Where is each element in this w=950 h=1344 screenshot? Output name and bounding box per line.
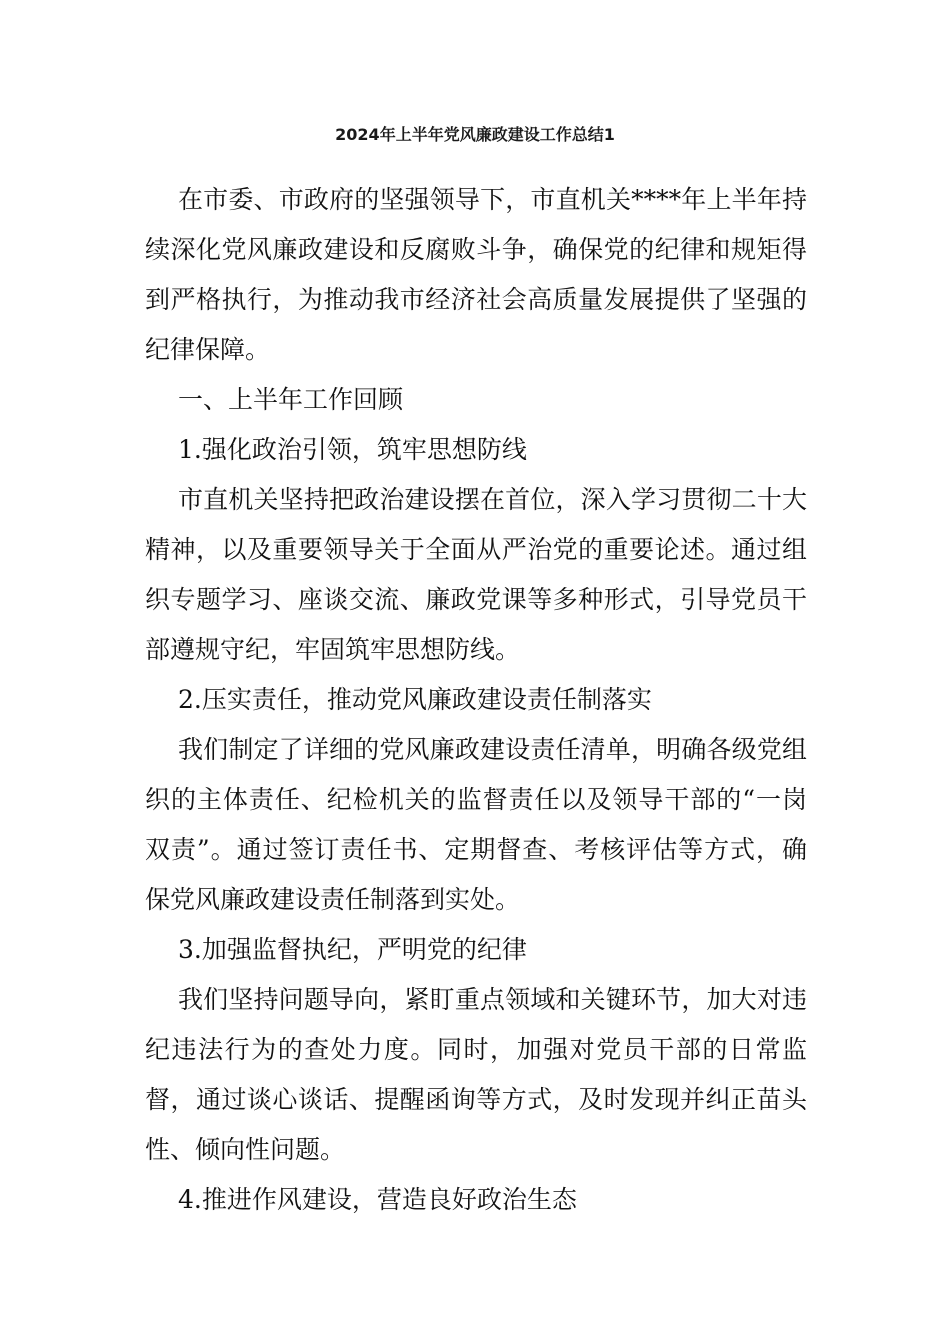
- body-paragraph-1: 市直机关坚持把政治建设摆在首位，深入学习贯彻二十大精神，以及重要领导关于全面从严治党的重要论述。通过组织专题学习、座谈交流、廉政党课等多种形式，引导党员干部遵规守纪，牢固筑牢思想防线。: [145, 485, 807, 664]
- document-body: [145, 175, 807, 1225]
- subheading-2: 2.压实责任，推动党风廉政建设责任制落实: [178, 685, 652, 714]
- section-heading: 一、上半年工作回顾: [178, 385, 404, 414]
- body-paragraph-2: 我们制定了详细的党风廉政建设责任清单，明确各级党组织的主体责任、纪检机关的监督责任以及领导干部的“一岗双责”。通过签订责任书、定期督查、考核评估等方式，确保党风廉政建设责任制落到实处。: [145, 735, 807, 914]
- body-paragraph-3: 我们坚持问题导向，紧盯重点领域和关键环节，加大对违纪违法行为的查处力度。同时，加强对党员干部的日常监督，通过谈心谈话、提醒函询等方式，及时发现并纠正苗头性、倾向性问题。: [145, 985, 807, 1164]
- intro-paragraph: 在市委、市政府的坚强领导下，市直机关****年上半年持续深化党风廉政建设和反腐败斗争，确保党的纪律和规矩得到严格执行，为推动我市经济社会高质量发展提供了坚强的纪律保障。: [145, 185, 807, 364]
- document-title: 2024年上半年党风廉政建设工作总结1: [335, 125, 615, 144]
- subheading-1: 1.强化政治引领，筑牢思想防线: [178, 435, 527, 464]
- subheading-3: 3.加强监督执纪，严明党的纪律: [178, 935, 527, 964]
- subheading-4: 4.推进作风建设，营造良好政治生态: [178, 1185, 577, 1214]
